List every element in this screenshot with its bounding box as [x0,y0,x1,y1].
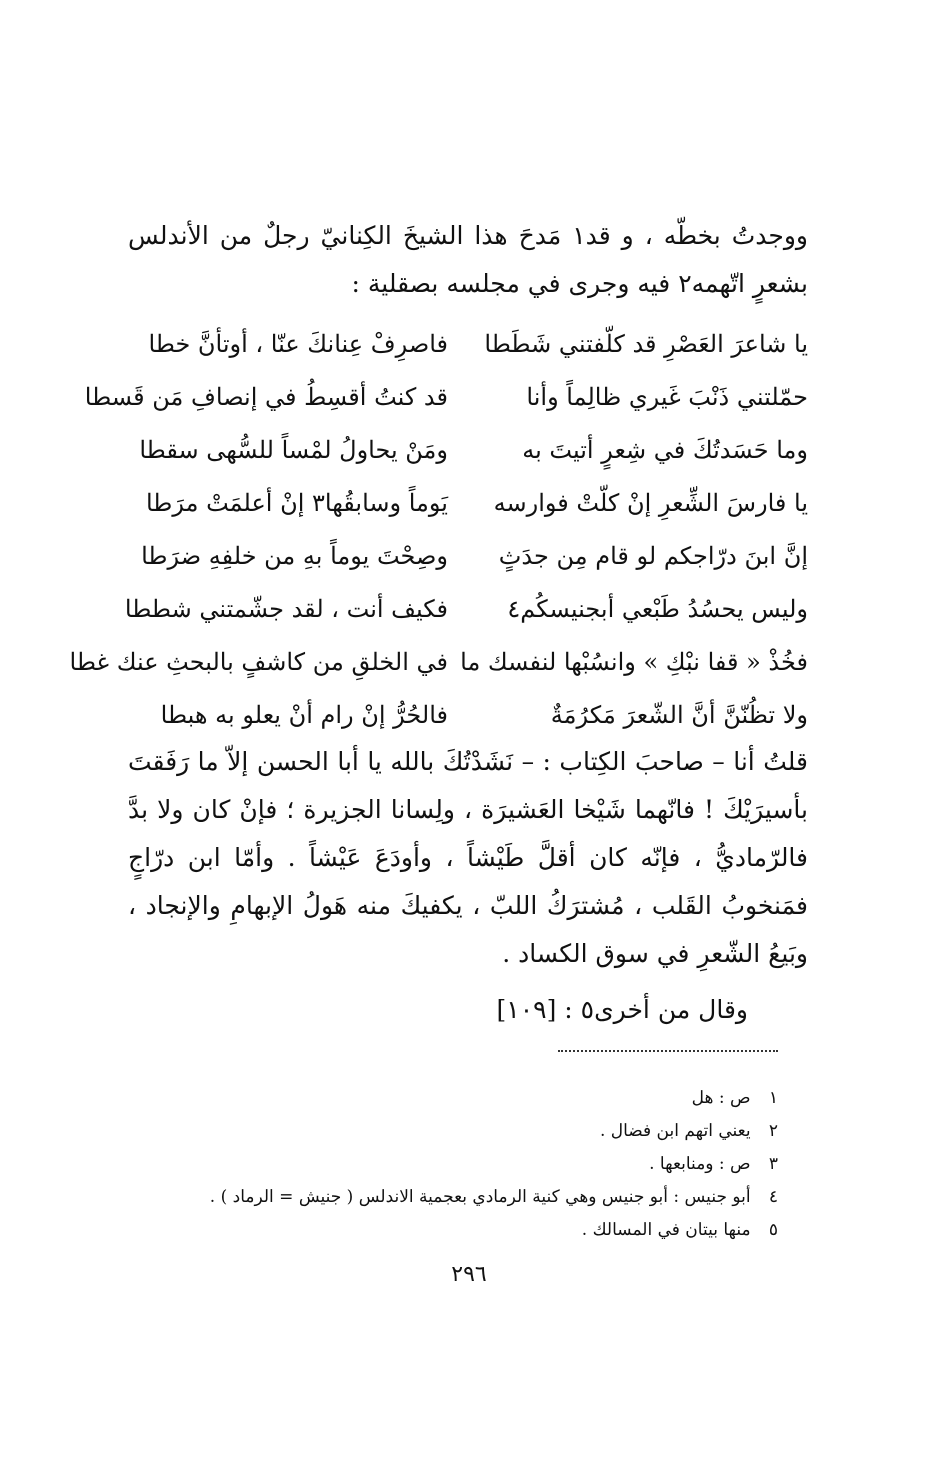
verse [128,689,808,742]
verse-first-hemistich: يا شاعرَ العَصْرِ قد كلّفتني شَطَطا [484,330,808,358]
verse-second-hemistich: في الخلقِ من كاشفٍ بالبحثِ عنك غطا [69,648,448,676]
footnote-text: يعني اتهم ابن فضال . [599,1121,751,1141]
verse [69,636,808,689]
verse-second-hemistich: قد كنتُ أقسِطُ في إنصافِ مَن قَسطا [84,383,448,411]
footnote [138,1214,778,1247]
verse-first-hemistich: إنَّ ابنَ درّاجكم لو قام مِن جدَثٍ [498,542,808,570]
verse-first-hemistich: حمّلتني ذَنْبَ غَيري ظالِماً وأنا [526,383,808,411]
verse-first-hemistich: يا فارسَ الشِّعرِ إنْ كلّتْ فوارسه [493,489,808,517]
verse-first-hemistich: فخُذْ « قفا نبْكِ » وانسُبْها لنفسك ما [460,648,808,676]
verse [128,477,808,530]
poem [69,318,808,742]
intro-paragraph: ووجدتُ بخطّه ، و قد١ مَدحَ هذا الشيخَ الكِنانيّ رجلٌ من الأندلس بشعرٍ اتّهمه٢ فيه وجرى في مجلسه بصقلية : [128,221,808,298]
footnote-divider [558,1050,778,1052]
comment-paragraph: قلتُ أنا – صاحبَ الكِتاب : – نَشَدْتُكَ بالله يا أبا الحسن إلاّ ما رَفَقتَ بأسيرَيْكَ ! فانّهما شَيْخا العَشيرَة ، ولِسانا الجزيرة ؛ فإنْ كان ولا بدَّ فالرّماديُّ ، فإنّه كان أقلَّ طَيْشاً ، وأودَعَ عَيْشاً . وأمّا ابن درّاجٍ فمَنخوبُ القَلب ، مُشترَكُ اللبّ ، يكفيكَ منه هَولُ الإبهامِ والإنجاد ، وبَيعُ الشّعرِ في سوق الكساد . [128,747,808,968]
footnote [138,1082,778,1115]
verse [128,530,808,583]
verse [128,318,808,371]
footnote-text: ص : ومنابعها . [649,1154,751,1174]
verse-second-hemistich: وصِحْتَ يوماً بهِ من خلفِهِ ضرَطا [141,542,448,570]
verse [84,371,808,424]
footnote [138,1115,778,1148]
footnote-number: ٥ [768,1220,778,1240]
verse-second-hemistich: فكيف أنت ، لقد جشّمتني شططا [124,595,448,623]
verse-first-hemistich: ولا تظُنّنَّ أنَّ الشّعرَ مَكرُمَةٌ [550,701,808,729]
footnote-number: ٤ [768,1187,778,1207]
verse [128,424,808,477]
footnote-number: ١ [768,1088,778,1108]
verse-second-hemistich: يَوماً وسابقُها٣ إنْ أعلمَتْ مرَطا [145,489,448,517]
footnote-text: أبو جنيس : أبو جنيس وهي كنية الرمادي بعجمية الاندلس ( جنيش = الرماد ) . [209,1187,751,1207]
verse-second-hemistich: ومَنْ يحاولُ لمْساً للسُّهى سقطا [139,436,448,464]
footnote-text: ص : هل [691,1088,751,1108]
page-number: ٢٩٦ [451,1262,487,1287]
footnote-number: ٣ [768,1154,778,1174]
verse-first-hemistich: وليس يحسُدُ طَبْعي أبجنيسكُم٤ [507,595,808,623]
footnote-number: ٢ [768,1121,778,1141]
footnote [138,1148,778,1181]
verse-second-hemistich: فالحُرُّ إنْ رام أنْ يعلو به هبطا [160,701,448,729]
verse [124,583,808,636]
verse-second-hemistich: فاصرِفْ عِنانكَ عنّا ، أوتأنَّ خطا [148,330,448,358]
footnotes [138,1082,778,1247]
footnote-text: منها بيتان في المسالك . [581,1220,751,1240]
footnote [138,1181,778,1214]
next-poem-intro: وقال من أخرى٥ : [١٠٩] [496,995,748,1024]
verse-first-hemistich: وما حَسَدتُكَ في شِعرٍ أتيتَ به [522,436,808,464]
